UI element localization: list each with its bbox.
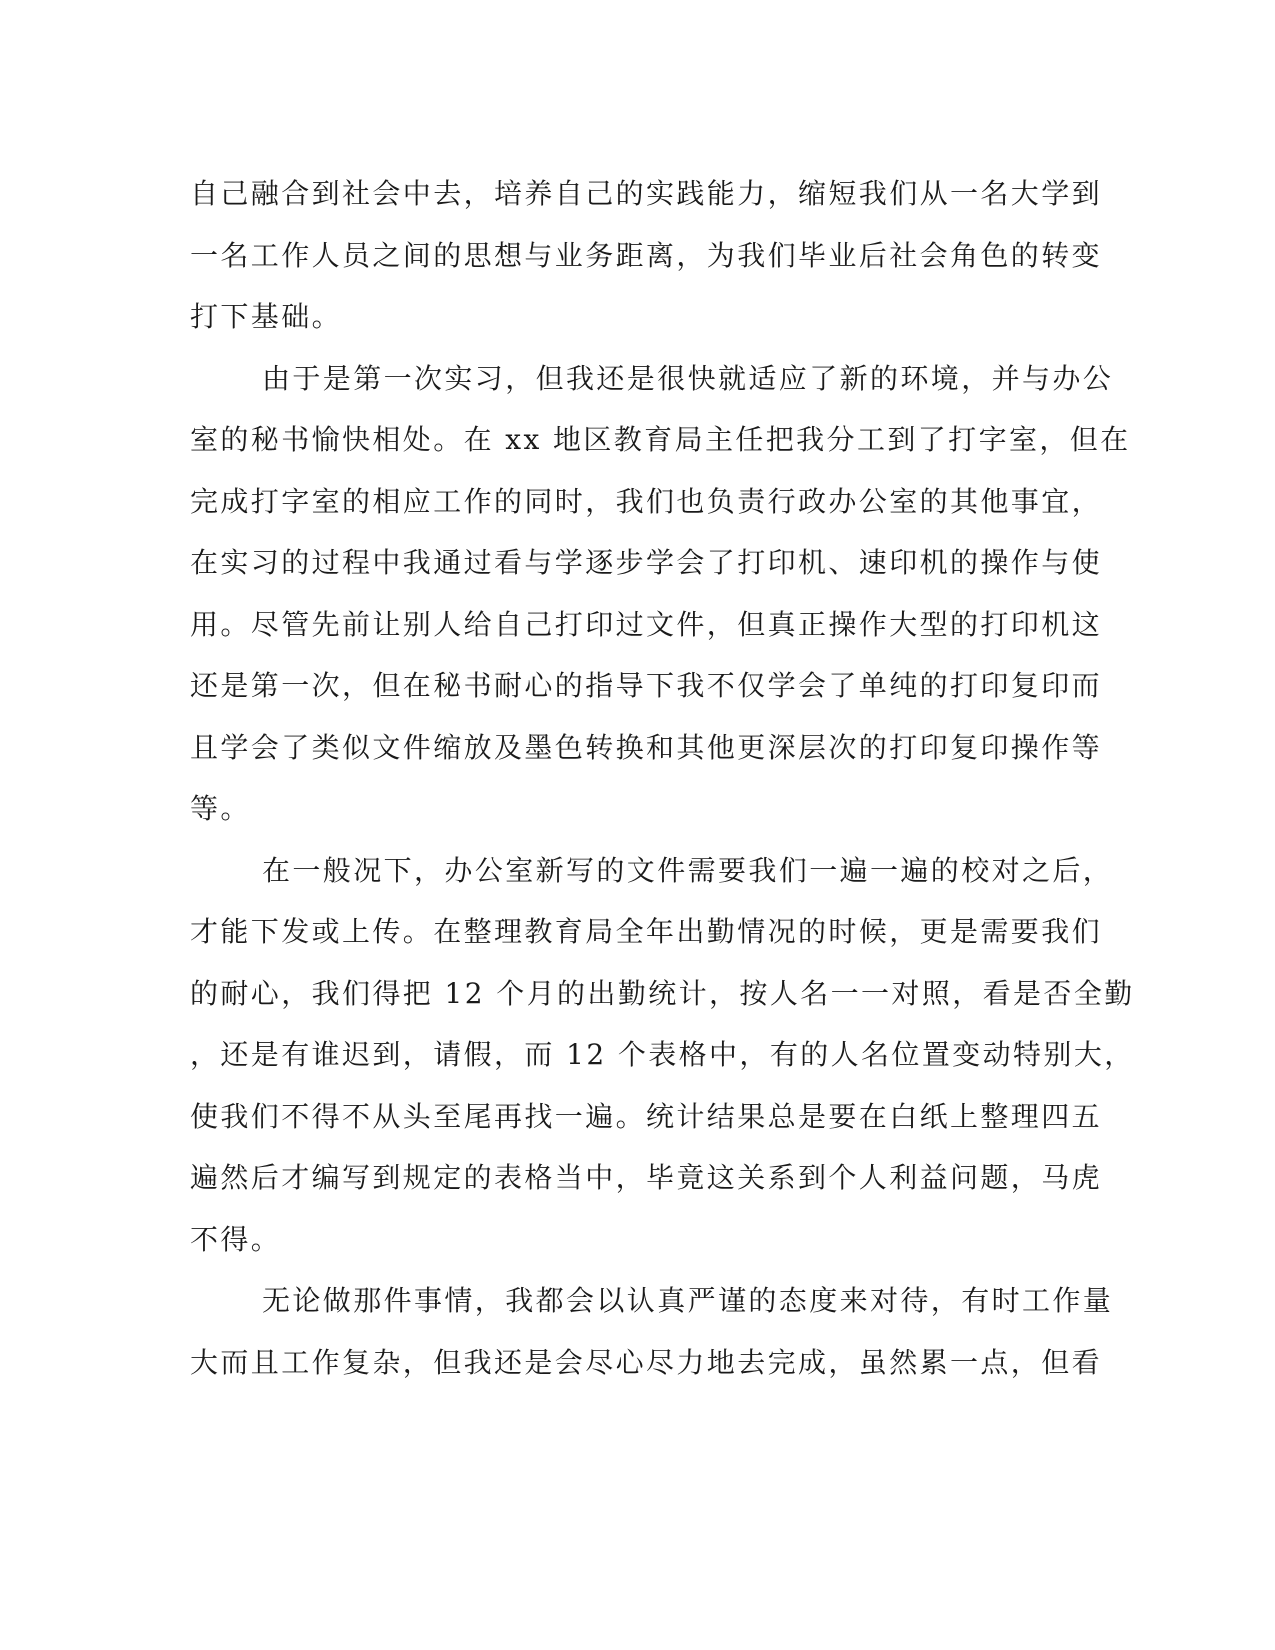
text-line: 完成打字室的相应工作的同时，我们也负责行政办公室的其他事宜， bbox=[190, 484, 1103, 518]
text-line: 使我们不得不从头至尾再找一遍。统计结果总是要在白纸上整理四五 bbox=[190, 1099, 1103, 1133]
paragraph bbox=[190, 348, 1131, 840]
text-line: 等。 bbox=[190, 792, 251, 825]
text-line: 大而且工作复杂，但我还是会尽心尽力地去完成，虽然累一点，但看 bbox=[190, 1345, 1103, 1379]
text-line: 还是第一次，但在秘书耐心的指导下我不仅学会了单纯的打印复印而 bbox=[190, 669, 1103, 702]
text-line: ，还是有谁迟到，请假，而 12 个表格中，有的人名位置变动特别大， bbox=[190, 1038, 1135, 1071]
paragraph bbox=[190, 1270, 1114, 1393]
paragraph bbox=[190, 163, 1103, 348]
text-line: 自己融合到社会中去，培养自己的实践能力，缩短我们从一名大学到 bbox=[190, 177, 1103, 210]
text-line: 由于是第一次实习，但我还是很快就适应了新的环境，并与办公 bbox=[262, 361, 1114, 395]
text-line: 一名工作人员之间的思想与业务距离，为我们毕业后社会角色的转变 bbox=[190, 238, 1103, 272]
text-line: 在实习的过程中我通过看与学逐步学会了打印机、速印机的操作与使 bbox=[190, 546, 1103, 579]
text-line: 的耐心，我们得把 12 个月的出勤统计，按人名一一对照，看是否全勤 bbox=[190, 976, 1135, 1010]
text-line: 打下基础。 bbox=[190, 300, 343, 333]
document-body bbox=[190, 163, 1135, 1393]
text-line: 且学会了类似文件缩放及墨色转换和其他更深层次的打印复印操作等 bbox=[190, 730, 1103, 764]
text-line: 室的秘书愉快相处。在 xx 地区教育局主任把我分工到了打字室，但在 bbox=[190, 423, 1131, 456]
text-line: 遍然后才编写到规定的表格当中，毕竟这关系到个人利益问题，马虎 bbox=[190, 1161, 1103, 1194]
text-line: 无论做那件事情，我都会以认真严谨的态度来对待，有时工作量 bbox=[262, 1284, 1114, 1317]
text-line: 用。尽管先前让别人给自己打印过文件，但真正操作大型的打印机这 bbox=[190, 607, 1103, 641]
text-line: 不得。 bbox=[190, 1222, 282, 1256]
text-line: 才能下发或上传。在整理教育局全年出勤情况的时候，更是需要我们 bbox=[190, 915, 1103, 948]
paragraph bbox=[190, 840, 1135, 1271]
text-line: 在一般况下，办公室新写的文件需要我们一遍一遍的校对之后， bbox=[262, 853, 1114, 887]
